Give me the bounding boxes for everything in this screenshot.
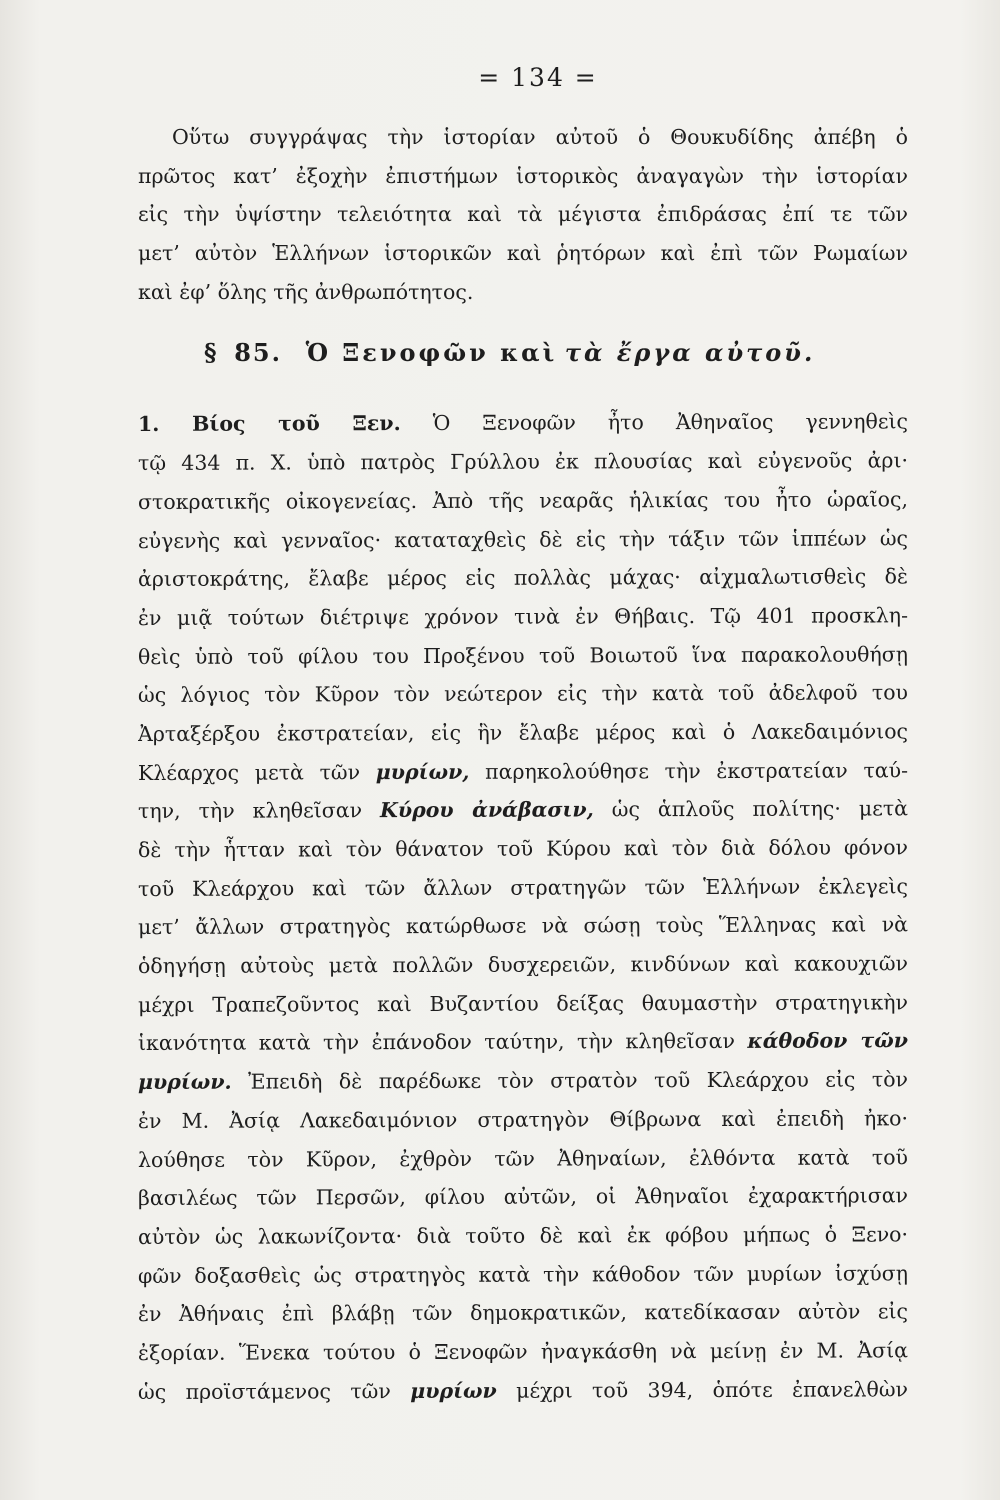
text-line: φῶν δοξασθεὶς ὡς στρατηγὸς κατὰ τὴν κάθοδον τῶν μυρίων ἰσχύσῃ — [137, 1260, 909, 1288]
text-line: τοῦ Κλεάρχου καὶ τῶν ἄλλων στρατηγῶν τῶν Ἑλλήνων ἐκλεγεὶς — [137, 873, 909, 901]
text-line: ἐν Μ. Ἀσίᾳ Λακεδαιμόνιον στρατηγὸν Θίβρωνα καὶ ἐπειδὴ ἠκο· — [137, 1106, 909, 1133]
paragraph-xenophon-life — [138, 405, 908, 1411]
section-title-italic: τὰ ἔργα αὐτοῦ. — [564, 338, 816, 368]
section-number: 85. — [234, 338, 282, 368]
text-line: μετ’ αὐτὸν Ἑλλήνων ἱστορικῶν καὶ ῥητόρων καὶ ἐπὶ τῶν Ρωμαίων — [138, 241, 908, 266]
text-line: λούθησε τὸν Κῦρον, ἐχθρὸν τῶν Ἀθηναίων, ἐλθόντα κατὰ τοῦ — [137, 1144, 909, 1172]
text-line: θεὶς ὑπὸ τοῦ φίλου του Προξένου τοῦ Βοιωτοῦ ἵνα παρακολουθήσῃ — [137, 641, 909, 669]
text-line: καὶ ἐφ’ ὅλης τῆς ἀνθρωπότητος. — [138, 279, 474, 304]
text-line: ὡς προϊστάμενος τῶν μυρίων μέχρι τοῦ 394, ὁπότε ἐπανελθὼν — [137, 1376, 909, 1404]
text-line: αὐτὸν ὡς λακωνίζοντα· διὰ τοῦτο δὲ καὶ ἐκ φόβου μήπως ὁ Ξενο· — [137, 1222, 909, 1249]
text-line: εἰς τὴν ὑψίστην τελειότητα καὶ τὰ μέγιστα ἐπιδράσας ἐπί τε τῶν — [138, 202, 908, 227]
text-line: Οὕτω συγγράψας τὴν ἱστορίαν αὐτοῦ ὁ Θουκυδίδης ἀπέβη ὁ — [172, 125, 908, 149]
section-heading — [138, 333, 908, 373]
text-line: ἀριστοκράτης, ἔλαβε μέρος εἰς πολλὰς μάχας· αἰχμαλωτισθεὶς δὲ — [137, 564, 909, 592]
emphasis-term: μυρίων. — [137, 1069, 232, 1095]
text-line: ἐν μιᾷ τούτων διέτριψε χρόνον τινὰ ἐν Θήβαις. Τῷ 401 προσκλη- — [137, 603, 909, 630]
text-line: μετ’ ἄλλων στρατηγὸς κατώρθωσε νὰ σώσῃ τοὺς Ἕλληνας καὶ νὰ — [137, 912, 909, 940]
emphasis-term: κάθοδον τῶν — [747, 1028, 909, 1054]
text-line: την, τὴν κληθεῖσαν Κύρου ἀνάβασιν, ὡς ἁπλοῦς πολίτης· μετὰ — [137, 796, 909, 824]
page-number: = 134 = — [478, 63, 598, 92]
paragraph-thucydides — [138, 118, 908, 311]
text-line: βασιλέως τῶν Περσῶν, φίλου αὐτῶν, οἱ Ἀθηναῖοι ἐχαρακτήρισαν — [137, 1183, 909, 1211]
text-line: Ἀρταξέρξου ἐκστρατείαν, εἰς ἣν ἔλαβε μέρος καὶ ὁ Λακεδαιμόνιος — [137, 719, 909, 746]
subheading: 1. Βίος τοῦ Ξεν. — [137, 411, 401, 437]
section-title: Ὁ Ξενοφῶν καὶ — [305, 338, 558, 368]
text-line: ἐξορίαν. Ἕνεκα τούτου ὁ Ξενοφῶν ἠναγκάσθη νὰ μείνῃ ἐν Μ. Ἀσίᾳ — [137, 1338, 909, 1365]
emphasis-term: μυρίων, — [375, 759, 470, 784]
text-line: τῷ 434 π. Χ. ὑπὸ πατρὸς Γρύλλου ἐκ πλουσίας καὶ εὐγενοῦς ἀρι· — [137, 448, 909, 476]
text-block — [138, 60, 908, 1411]
text-line: μυρίων. Ἐπειδὴ δὲ παρέδωκε τὸν στρατὸν τοῦ Κλεάρχου εἰς τὸν — [137, 1067, 909, 1095]
text-line: ἐν Ἀθήναις ἐπὶ βλάβῃ τῶν δημοκρατικῶν, κατεδίκασαν αὐτὸν εἰς — [137, 1299, 909, 1327]
text-line: ὁδηγήσῃ αὐτοὺς μετὰ πολλῶν δυσχερειῶν, κινδύνων καὶ κακουχιῶν — [137, 951, 909, 979]
text-line: πρῶτος κατ’ ἐξοχὴν ἐπιστήμων ἱστορικὸς ἀναγαγὼν τὴν ἱστορίαν — [138, 163, 908, 188]
section-symbol: § — [204, 338, 217, 368]
text-line: ὡς λόγιος τὸν Κῦρον τὸν νεώτερον εἰς τὴν κατὰ τοῦ ἀδελφοῦ του — [137, 680, 909, 708]
text-line: 1. Βίος τοῦ Ξεν. Ὁ Ξενοφῶν ἦτο Ἀθηναῖος γεννηθεὶς — [137, 409, 909, 437]
text-line: μέχρι Τραπεζοῦντος καὶ Βυζαντίου δείξας θαυμαστὴν στρατηγικὴν — [137, 990, 909, 1017]
emphasis-term: μυρίων — [410, 1378, 497, 1403]
text-line: ἱκανότητα κατὰ τὴν ἐπάνοδον ταύτην, τὴν κληθεῖσαν κάθοδον τῶν — [137, 1028, 909, 1056]
text-line: εὐγενὴς καὶ γενναῖος· καταταχθεὶς δὲ εἰς τὴν τάξιν τῶν ἱππέων ὡς — [137, 525, 909, 553]
text-line: Κλέαρχος μετὰ τῶν μυρίων, παρηκολούθησε τὴν ἐκστρατείαν ταύ- — [137, 757, 909, 785]
text-line: στοκρατικῆς οἰκογενείας. Ἀπὸ τῆς νεαρᾶς ἡλικίας του ἦτο ὡραῖος, — [137, 487, 909, 514]
emphasis-term: Κύρου ἀνάβασιν, — [379, 797, 594, 823]
text-line: δὲ τὴν ἧτταν καὶ τὸν θάνατον τοῦ Κύρου καὶ τὸν διὰ δόλου φόνον — [137, 835, 909, 862]
